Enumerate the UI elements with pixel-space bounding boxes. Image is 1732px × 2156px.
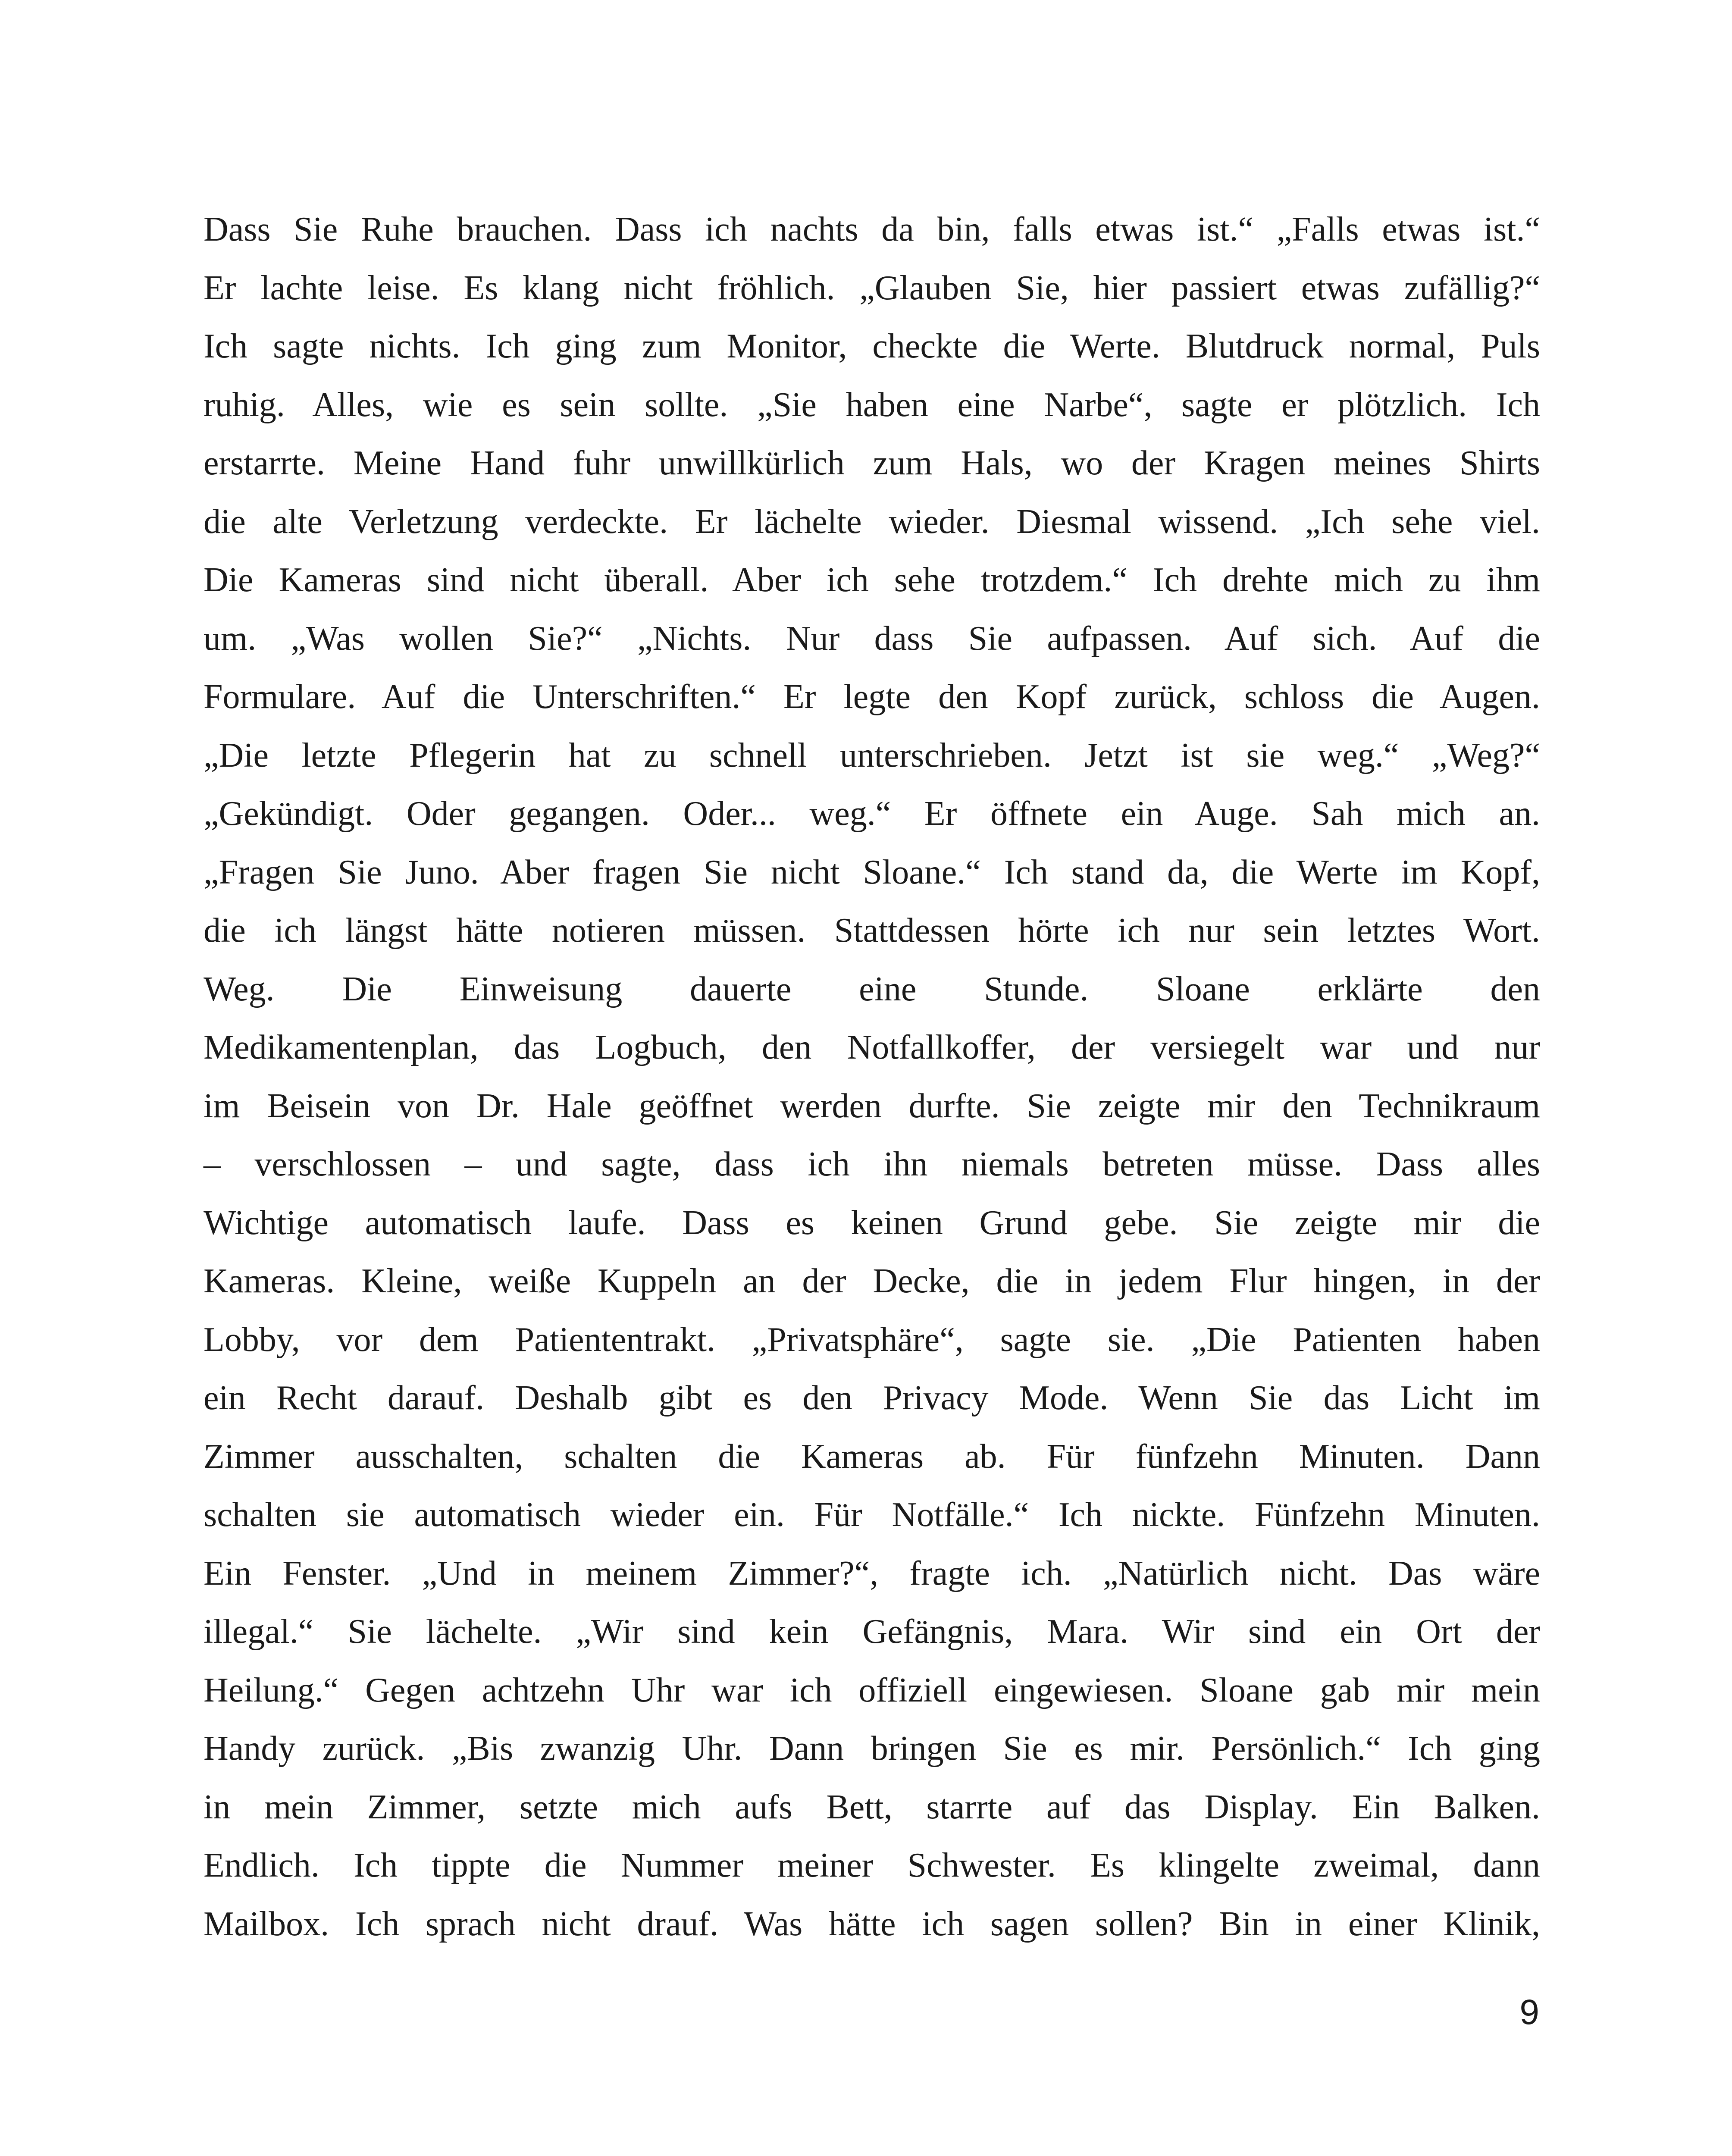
text-line: Zimmer ausschalten, schalten die Kameras ab. Für fünfzehn Minuten. Dann [204, 1437, 1540, 1476]
text-line: Weg. Die Einweisung dauerte eine Stunde. Sloane erklärte den [204, 970, 1540, 1008]
text-line: ein Recht darauf. Deshalb gibt es den Privacy Mode. Wenn Sie das Licht im [204, 1379, 1540, 1417]
page-number: 9 [1519, 1993, 1539, 2032]
text-line: „Die letzte Pflegerin hat zu schnell unterschrieben. Jetzt ist sie weg.“ „Weg?“ [204, 736, 1540, 774]
text-line: Dass Sie Ruhe brauchen. Dass ich nachts da bin, falls etwas ist.“ „Falls etwas ist.“ [204, 210, 1540, 248]
text-line: Lobby, vor dem Patiententrakt. „Privatsphäre“, sagte sie. „Die Patienten haben [204, 1320, 1540, 1359]
text-line: „Fragen Sie Juno. Aber fragen Sie nicht Sloane.“ Ich stand da, die Werte im Kopf, [204, 853, 1540, 891]
text-line: Wichtige automatisch laufe. Dass es keinen Grund gebe. Sie zeigte mir die [204, 1203, 1540, 1242]
text-line: Ein Fenster. „Und in meinem Zimmer?“, fragte ich. „Natürlich nicht. Das wäre [204, 1554, 1540, 1592]
text-line: die alte Verletzung verdeckte. Er lächelte wieder. Diesmal wissend. „Ich sehe viel. [204, 502, 1540, 541]
text-line: Endlich. Ich tippte die Nummer meiner Schwester. Es klingelte zweimal, dann [204, 1846, 1540, 1884]
text-line: im Beisein von Dr. Hale geöffnet werden durfte. Sie zeigte mir den Technikraum [204, 1087, 1540, 1125]
text-line: illegal.“ Sie lächelte. „Wir sind kein Gefängnis, Mara. Wir sind ein Ort der [204, 1613, 1540, 1651]
text-line: Mailbox. Ich sprach nicht drauf. Was hätte ich sagen sollen? Bin in einer Klinik, [204, 1905, 1540, 1943]
text-line: die ich längst hätte notieren müssen. Stattdessen hörte ich nur sein letztes Wort. [204, 912, 1540, 950]
text-line: Er lachte leise. Es klang nicht fröhlich. „Glauben Sie, hier passiert etwas zufällig?“ [204, 269, 1540, 307]
text-line: um. „Was wollen Sie?“ „Nichts. Nur dass Sie aufpassen. Auf sich. Auf die [204, 619, 1540, 658]
text-line: Kameras. Kleine, weiße Kuppeln an der Decke, die in jedem Flur hingen, in der [204, 1262, 1540, 1300]
text-line: Handy zurück. „Bis zwanzig Uhr. Dann bringen Sie es mir. Persönlich.“ Ich ging [204, 1730, 1540, 1767]
text-line: Ich sagte nichts. Ich ging zum Monitor, checkte die Werte. Blutdruck normal, Puls [204, 327, 1540, 365]
text-line: „Gekündigt. Oder gegangen. Oder... weg.“ Er öffnete ein Auge. Sah mich an. [204, 795, 1540, 833]
text-line: Heilung.“ Gegen achtzehn Uhr war ich offiziell eingewiesen. Sloane gab mir mein [204, 1671, 1540, 1709]
text-line: – verschlossen – und sagte, dass ich ihn niemals betreten müsse. Dass alles [204, 1145, 1540, 1183]
text-line: Formulare. Auf die Unterschriften.“ Er legte den Kopf zurück, schloss die Augen. [204, 678, 1540, 716]
text-line: Medikamentenplan, das Logbuch, den Notfallkoffer, der versiegelt war und nur [204, 1028, 1540, 1066]
text-line: schalten sie automatisch wieder ein. Für Notfälle.“ Ich nickte. Fünfzehn Minuten. [204, 1496, 1540, 1534]
text-line: in mein Zimmer, setzte mich aufs Bett, starrte auf das Display. Ein Balken. [204, 1788, 1540, 1826]
text-line: erstarrte. Meine Hand fuhr unwillkürlich zum Hals, wo der Kragen meines Shirts [204, 444, 1540, 482]
body-text [204, 201, 1540, 1953]
text-line: ruhig. Alles, wie es sein sollte. „Sie haben eine Narbe“, sagte er plötzlich. Ich [204, 385, 1540, 424]
text-line: Die Kameras sind nicht überall. Aber ich sehe trotzdem.“ Ich drehte mich zu ihm [204, 561, 1540, 599]
